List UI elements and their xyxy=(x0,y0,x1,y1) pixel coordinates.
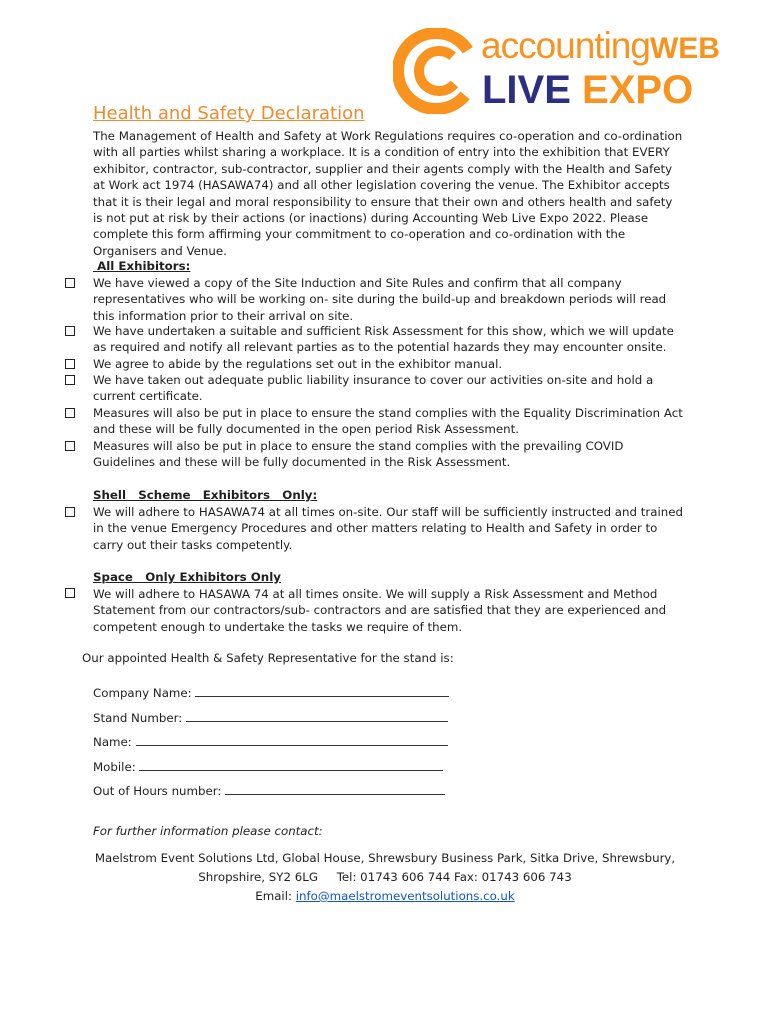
checkbox-equality-act[interactable] xyxy=(65,408,75,418)
declaration-item: We have taken out adequate public liability insurance to cover our activities on-site and hold a current certificate. xyxy=(93,373,654,404)
shell-scheme-heading: Shell Scheme Exhibitors Only: xyxy=(93,488,318,502)
intro-paragraph: The Management of Health and Safety at Work Regulations requires co-operation and co-ordination with all parties whilst sharing a workplace. It is a condition of entry into the exhibition that EVERY exhibitor, contractor, sub-contractor, supplier and their agents comply with the Health and Safety at Work act 1974 (HASAWA74) and all other legislation covering the venue. The Exhibitor accepts that it is their legal and moral responsibility to ensure that their own and others health and safety is not put at risk by their actions (or inactions) during Accounting Web Live Expo 2022. Please complete this form affirming your commitment to co-operation and co-ordination with the Organisers and Venue. xyxy=(93,129,683,258)
declaration-item: We will adhere to HASAWA 74 at all times onsite. We will supply a Risk Assessment and Method Statement from our contractors/sub- contractors and are satisfied that they are experienced and competent enough to undertake the tasks we require of them. xyxy=(93,587,667,634)
rep-statement: Our appointed Health & Safety Representative for the stand is: xyxy=(82,651,454,665)
mobile-field[interactable]: Mobile: xyxy=(93,758,443,774)
logo-text-bottom: LIVE EXPO xyxy=(482,68,694,112)
contact-email-line: Email: info@maelstromeventsolutions.co.uk xyxy=(255,889,515,903)
event-logo xyxy=(393,24,733,120)
declaration-item: Measures will also be put in place to ensure the stand complies with the prevailing COVID Guidelines and these will be fully documented in the Risk Assessment. xyxy=(93,439,624,470)
checkbox-viewed-site-rules[interactable] xyxy=(65,278,75,288)
out-of-hours-field[interactable]: Out of Hours number: xyxy=(93,782,445,798)
page-title: Health and Safety Declaration xyxy=(93,103,365,124)
contact-address-line1: Maelstrom Event Solutions Ltd, Global House, Shrewsbury Business Park, Sitka Drive, Shrewsbury, xyxy=(94,851,676,865)
declaration-item: We will adhere to HASAWA74 at all times on-site. Our staff will be sufficiently instructed and trained in the venue Emergency Procedures and other matters relating to Health and Safety in order to carry out their tasks competently. xyxy=(93,505,683,552)
company-name-field[interactable]: Company Name: xyxy=(93,684,449,700)
declaration-item: We have undertaken a suitable and sufficient Risk Assessment for this show, which we will update as required and notify all relevant parties as to the potential hazards they may encounter onsite. xyxy=(93,324,674,355)
declaration-item: We agree to abide by the regulations set out in the exhibitor manual. xyxy=(93,357,503,371)
stand-number-field[interactable]: Stand Number: xyxy=(93,709,448,725)
logo-swirl-icon xyxy=(393,28,479,114)
checkbox-space-only[interactable] xyxy=(65,588,75,598)
email-link[interactable]: info@maelstromeventsolutions.co.uk xyxy=(295,889,515,903)
contact-label: For further information please contact: xyxy=(93,824,323,838)
logo-text-top: accountingWEB xyxy=(481,25,720,66)
all-exhibitors-heading: All Exhibitors: xyxy=(97,259,191,273)
declaration-item: We have viewed a copy of the Site Induction and Site Rules and confirm that all company representatives who will be working on- site during the build-up and breakdown periods will read this information prior to their arrival on site. xyxy=(93,276,667,323)
space-only-heading: Space Only Exhibitors Only xyxy=(93,570,281,584)
checkbox-liability-insurance[interactable] xyxy=(65,375,75,385)
checkbox-risk-assessment[interactable] xyxy=(65,326,75,336)
checkbox-covid-guidelines[interactable] xyxy=(65,441,75,451)
contact-address-line2: Shropshire, SY2 6LG Tel: 01743 606 744 Fax: 01743 606 743 xyxy=(198,870,572,884)
name-field[interactable]: Name: xyxy=(93,733,448,749)
checkbox-abide-regulations[interactable] xyxy=(65,359,75,369)
declaration-item: Measures will also be put in place to ensure the stand complies with the Equality Discrimination Act and these will be fully documented in the open period Risk Assessment. xyxy=(93,406,683,437)
checkbox-shell-scheme[interactable] xyxy=(65,507,75,517)
